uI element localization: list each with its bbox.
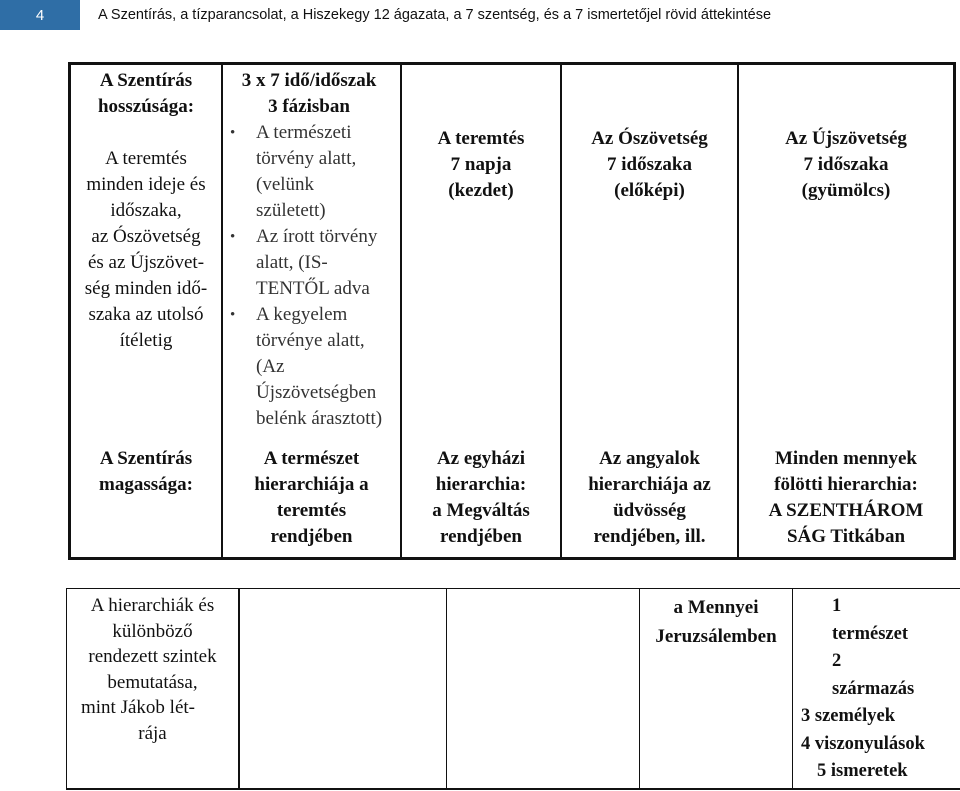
cell-three-phases	[226, 68, 402, 432]
page-header	[0, 0, 960, 32]
cell-old-testament: Az Ószövetség 7 időszaka (előképi)	[591, 128, 708, 201]
list-item: • A kegyelem törvénye alatt, (Az Újszövetségben belénk árasztott)	[226, 302, 402, 432]
cell-scripture-length	[72, 68, 220, 354]
page-number: 4	[0, 0, 80, 30]
cell-title: 3 x 7 idő/időszak 3 fázisban	[241, 70, 377, 117]
cell-scripture-height: A Szentírás magassága:	[99, 448, 193, 495]
table-divider	[792, 588, 793, 790]
cell-angel-hierarchy: Az angyalok hierarchiája az üdvösség rendjében, ill.	[588, 448, 711, 547]
table-border	[66, 788, 960, 790]
table-border	[953, 62, 956, 560]
cell-nature-hierarchy: A természet hierarchiája a teremtés rendjében	[254, 448, 369, 547]
cell-empty	[240, 590, 446, 786]
cell-empty	[447, 590, 639, 786]
cell-title: A Szentírás hosszúsága:	[97, 70, 195, 117]
cell-new-testament: Az Újszövetség 7 időszaka (gyümölcs)	[785, 128, 907, 201]
list-item: • A természeti törvény alatt, (velünk született)	[226, 120, 402, 224]
table-border	[66, 588, 960, 589]
page-title: A Szentírás, a tízparancsolat, a Hiszekegy 12 ágazata, a 7 szentség, és a 7 ismertetőjel rövid áttekintése	[98, 7, 772, 23]
phase-list	[226, 120, 402, 432]
cell-numbered-list: 1 természet 2 származás 3 személyek 4 viszonyulások 5 ismeretek	[801, 596, 925, 781]
table-border	[68, 62, 71, 560]
cell-hierarchy-levels: A hierarchiák és különböző rendezett szintek bemutatása, mint Jákob lét- rája	[81, 595, 217, 744]
cell-church-hierarchy: Az egyházi hierarchia: a Megváltás rendjében	[432, 448, 530, 547]
cell-heavenly-hierarchy: Minden mennyek fölötti hierarchia: A SZENTHÁROM SÁG Titkában	[768, 448, 924, 547]
table-border	[68, 62, 956, 65]
cell-body: A teremtés minden ideje és időszaka, az Ószövetség és az Újszövet- ség minden idő- szaka az utolsó ítéletig	[84, 148, 208, 351]
table-border	[68, 557, 956, 560]
cell-heavenly-jerusalem: a Mennyei Jeruzsálemben	[655, 597, 777, 647]
list-item: • Az írott törvény alatt, (IS- TENTŐL adva	[226, 224, 402, 302]
cell-creation-days: A teremtés 7 napja (kezdet)	[437, 128, 525, 201]
